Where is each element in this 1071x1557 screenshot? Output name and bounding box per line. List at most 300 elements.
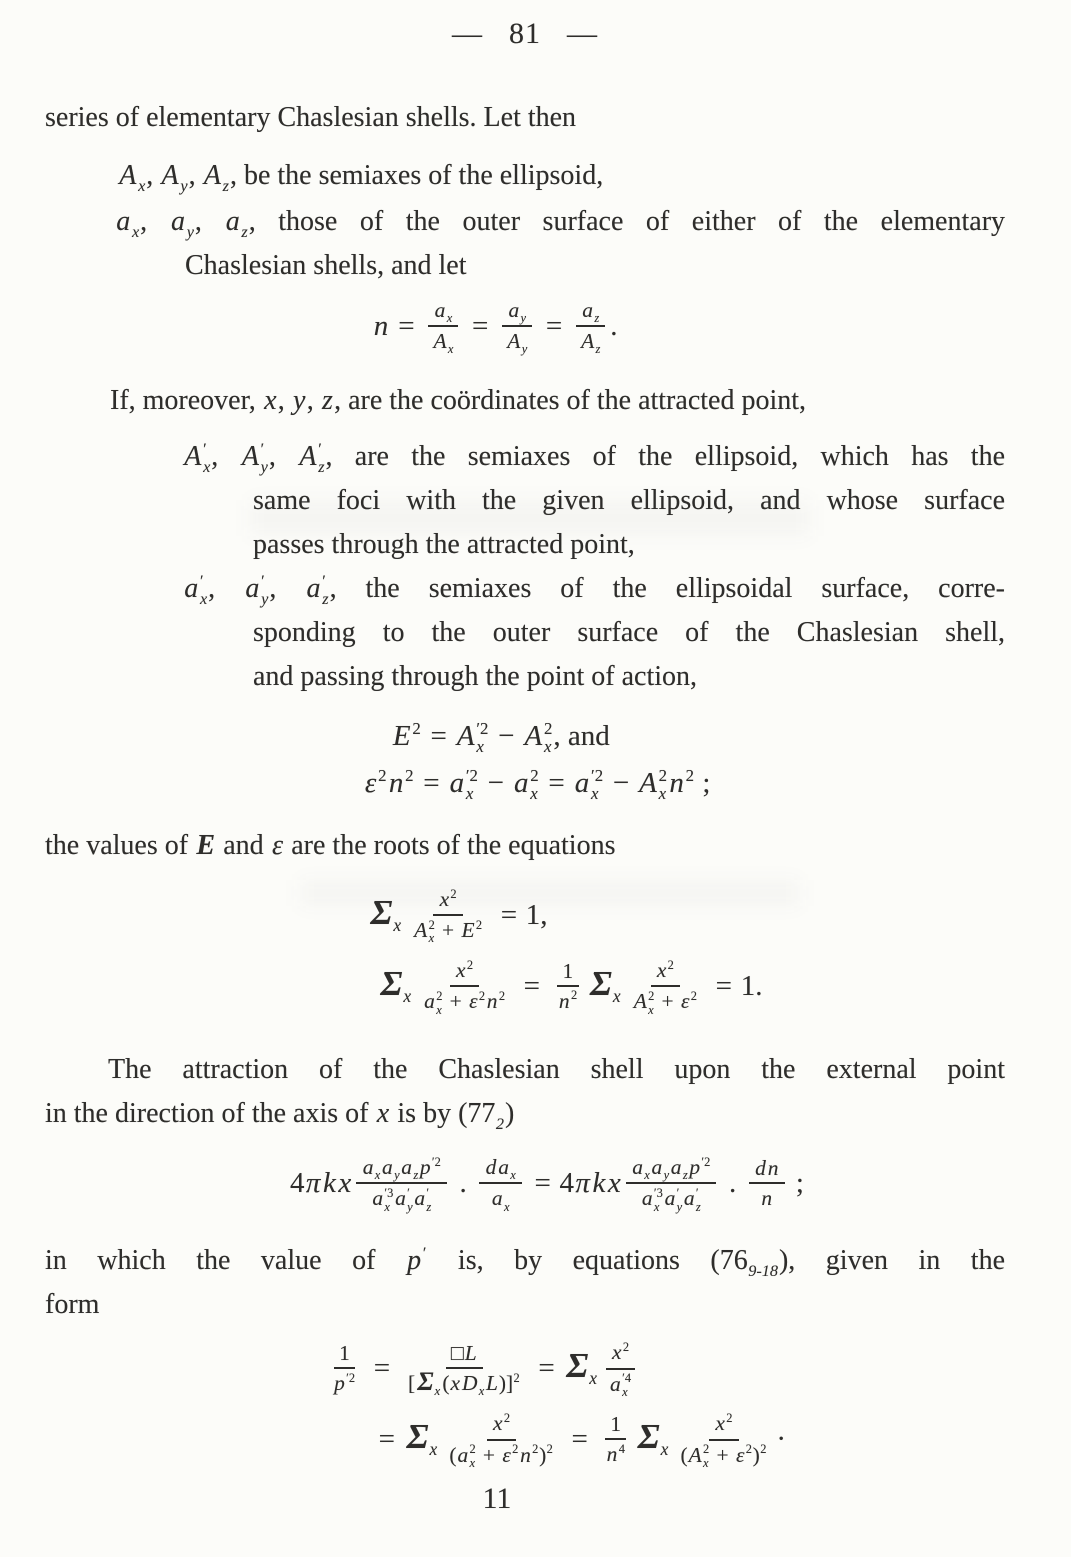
subscript: x: [658, 783, 667, 803]
subscript: x: [203, 457, 211, 476]
superscript: [223, 160, 229, 178]
operator: =: [373, 1352, 391, 1385]
page-number: 81: [509, 17, 541, 50]
numerator: [356, 1153, 447, 1185]
math-token: a: [641, 1186, 653, 1211]
math-token: D: [461, 1370, 478, 1395]
subscript: x: [446, 310, 453, 325]
script-stack: [447, 299, 453, 326]
math-token: 1: [339, 1340, 350, 1365]
sigma-icon: Σ: [370, 892, 393, 933]
math-token: n: [669, 766, 684, 799]
definition-continuation: Chaslesian shells, and let: [185, 250, 467, 281]
superscript: ′2: [476, 719, 489, 739]
subscript: [571, 1003, 577, 1016]
superscript: [504, 1187, 510, 1200]
equation-column: [364, 715, 711, 808]
subscript: y: [520, 310, 527, 325]
subscript: y: [521, 342, 528, 357]
script-stack: [668, 959, 674, 986]
scripted-token: [461, 918, 483, 942]
superscript: [596, 330, 601, 343]
script-stack: [504, 1412, 510, 1439]
paragraph-line: [110, 379, 1005, 423]
superscript: ′: [318, 440, 322, 459]
numerator: [446, 1339, 484, 1369]
scripted-token: [519, 1443, 539, 1467]
scripted-token: [298, 440, 325, 476]
script-stack: [322, 573, 328, 608]
scripted-token: [558, 989, 578, 1013]
operator: =: [715, 970, 733, 1003]
superscript: [132, 206, 139, 224]
math-token: a: [184, 573, 199, 605]
subscript: [760, 1457, 766, 1470]
superscript: 2: [512, 1442, 519, 1457]
script-stack: [622, 1372, 631, 1399]
math-token: 77: [467, 1098, 496, 1130]
math-token: A: [639, 766, 657, 799]
subscript: x: [469, 1455, 476, 1470]
superscript: ′2: [591, 765, 604, 785]
math-token: ,: [140, 206, 170, 237]
math-token: in which the value of: [45, 1245, 406, 1277]
scripted-token: [392, 720, 422, 752]
superscript: [683, 1156, 688, 1169]
numerator: [605, 1410, 626, 1440]
scripted-token: [362, 1154, 381, 1183]
superscript: ′: [203, 440, 207, 459]
scripted-token: [433, 329, 455, 357]
script-stack: [726, 1412, 732, 1439]
superscript: 2: [658, 765, 668, 785]
superscript: 2: [428, 918, 435, 933]
script-stack: [132, 206, 139, 241]
subscript: x: [653, 1199, 660, 1214]
math-token: 1.: [740, 970, 763, 1003]
math-token: 4: [290, 1167, 305, 1200]
math-token: are the roots of the equations: [284, 830, 616, 862]
scripted-token: [611, 1340, 630, 1364]
script-stack: [346, 1372, 355, 1399]
subscript: [512, 1457, 518, 1470]
math-token: A: [414, 918, 428, 943]
math-token: ε: [735, 1442, 745, 1467]
subscript: y: [394, 1168, 400, 1183]
denominator: [328, 1369, 361, 1399]
script-stack: [407, 1187, 413, 1214]
math-token: k: [322, 1167, 336, 1200]
fraction: [553, 957, 584, 1017]
script-stack: [203, 441, 210, 476]
math-token: a: [362, 1154, 374, 1179]
superscript: ′2: [465, 765, 478, 785]
scripted-token: [455, 958, 474, 982]
operator: =: [430, 720, 447, 753]
sum-index: x: [434, 1384, 441, 1399]
math-token: (: [449, 1442, 457, 1467]
sigma-icon: Σ: [590, 963, 612, 1004]
superscript: 2: [412, 719, 421, 739]
script-stack: [432, 1156, 441, 1183]
denominator: [444, 1441, 559, 1471]
equation-E-squared: [392, 715, 711, 762]
script-stack: [686, 767, 694, 803]
script-stack: [187, 206, 194, 241]
scripted-token: [539, 1443, 553, 1467]
math-token: A: [688, 1442, 702, 1467]
numerator: [428, 296, 458, 328]
superscript: 2: [726, 1410, 733, 1425]
scripted-token: [573, 765, 604, 803]
script-stack: [496, 1098, 504, 1133]
subscript: [686, 785, 694, 803]
math-token: , are the coördinates of the attracted point,: [334, 385, 807, 417]
superscript: [448, 330, 454, 343]
math-token: ,: [146, 160, 161, 191]
equation-n-ratios: [45, 298, 1005, 359]
subscript: [476, 932, 482, 945]
scripted-token: [468, 989, 486, 1013]
superscript: 2: [530, 765, 539, 785]
sum-operator: [370, 892, 402, 936]
math-token: a: [245, 573, 260, 605]
scripted-token: [638, 765, 668, 803]
definition-continuation: sponding to the outer surface of the Chaslesian shell,: [253, 617, 1005, 649]
superscript: ′3: [384, 1186, 394, 1201]
superscript: [496, 1098, 504, 1116]
subscript: [432, 1169, 441, 1182]
script-stack: [544, 720, 552, 756]
script-stack: [429, 919, 435, 946]
subscript: y: [261, 589, 269, 608]
script-stack: [691, 990, 697, 1017]
math-token: A: [581, 329, 595, 354]
scripted-token: [448, 765, 479, 803]
scripted-token: [423, 989, 443, 1017]
subscript: [378, 785, 386, 803]
math-token: a: [372, 1186, 384, 1211]
math-token: p: [419, 1154, 431, 1179]
equation-content: [372, 298, 617, 359]
subscript: y: [407, 1199, 413, 1214]
math-token: n: [388, 766, 404, 799]
subscript: x: [510, 1168, 516, 1183]
math-token: k: [592, 1167, 606, 1200]
math-token: A: [299, 441, 317, 473]
sum-index: x: [429, 1439, 438, 1460]
math-token: z: [321, 385, 333, 417]
subscript: x: [648, 1002, 654, 1017]
math-token: ,: [268, 441, 299, 473]
scripted-token: [683, 1186, 702, 1214]
subscript: 2: [495, 1114, 505, 1133]
math-token: a: [449, 766, 465, 799]
operator: =: [500, 899, 518, 932]
scripted-token: [492, 1411, 511, 1435]
script-stack: [426, 1187, 431, 1214]
definition-line-semiaxes-A-prime: [183, 435, 1005, 479]
equation-content: [290, 1150, 804, 1221]
subscript: z: [695, 1199, 701, 1214]
math-token: x: [450, 1370, 461, 1395]
math-token: 1: [562, 958, 574, 983]
superscript: 2: [405, 765, 414, 785]
math-token: x: [264, 385, 277, 417]
scripted-token: [406, 1245, 428, 1276]
math-token: , are the semiaxes of the ellipsoid, which has the: [325, 441, 1005, 473]
script-stack: [261, 573, 268, 608]
script-stack: [644, 1156, 650, 1183]
scripted-token: [668, 767, 695, 799]
subscript: [691, 1004, 697, 1017]
operator: =: [378, 1423, 395, 1456]
script-stack: [522, 330, 528, 357]
script-stack: [530, 767, 538, 803]
math-token: a: [498, 1154, 509, 1179]
page-number-header: [45, 14, 1005, 54]
operator: +: [661, 989, 674, 1014]
fraction: [403, 1339, 526, 1399]
sum-index: x: [393, 915, 402, 936]
superscript: ′: [322, 572, 326, 591]
math-token: in the direction of the axis of: [45, 1098, 376, 1130]
superscript: 2: [532, 1442, 539, 1457]
math-token: a: [225, 206, 240, 237]
superscript: [138, 160, 145, 178]
paragraph-line: series of elementary Chaslesian shells. Let then: [45, 102, 577, 133]
math-token: a: [457, 1442, 469, 1467]
numerator: [606, 1338, 635, 1370]
script-stack: [436, 990, 442, 1017]
math-token: , the semiaxes of the ellipsoidal surface, corre-: [329, 573, 1005, 605]
script-stack: [623, 1341, 629, 1368]
superscript: ′2: [346, 1370, 356, 1385]
scripted-token: [241, 440, 269, 476]
superscript: ′: [676, 1186, 680, 1201]
math-token: n: [486, 989, 498, 1014]
header-dash-right: —: [567, 17, 598, 50]
operator: .: [729, 1167, 737, 1200]
operator: .: [459, 1167, 467, 1200]
math-token: E: [196, 830, 215, 862]
math-token: n: [606, 1441, 618, 1466]
script-stack: [504, 1187, 510, 1214]
numerator: [479, 1153, 522, 1185]
scripted-token: [497, 1154, 516, 1183]
math-token: x: [656, 957, 667, 982]
math-token: a: [116, 206, 131, 237]
scripted-token: [506, 329, 528, 357]
fraction: [604, 1338, 637, 1399]
operator: +: [449, 989, 462, 1014]
fraction: [356, 1153, 447, 1214]
script-stack: [521, 299, 527, 326]
scripted-token: [183, 440, 211, 476]
math-token: A: [184, 441, 202, 473]
denominator: [636, 1184, 707, 1214]
subscript: [701, 1169, 710, 1182]
math-token: □: [450, 1340, 464, 1365]
denominator: [501, 327, 533, 357]
superscript: 2: [513, 1370, 520, 1385]
subscript: z: [594, 310, 600, 325]
operator: =: [398, 310, 415, 343]
math-token: ,: [269, 573, 306, 605]
script-stack: [514, 1372, 520, 1399]
scripted-token: [388, 767, 415, 799]
sum-operator: [406, 1416, 438, 1460]
script-stack: [746, 1443, 752, 1470]
operator: +: [482, 1442, 495, 1467]
math-token: a: [382, 1154, 393, 1179]
sum-index: x: [660, 1439, 669, 1460]
scripted-token: [224, 206, 248, 241]
subscript: z: [682, 1168, 688, 1183]
math-token: a: [306, 573, 321, 605]
script-stack: [476, 919, 482, 946]
scripted-token: [456, 719, 490, 757]
script-stack: [479, 990, 485, 1017]
scripted-token: [609, 1371, 632, 1399]
superscript: 2: [478, 989, 486, 1004]
math-token: ε: [364, 766, 377, 799]
subscript: y: [186, 222, 194, 241]
script-stack: [138, 160, 145, 195]
subscript: [623, 1354, 629, 1367]
scripted-token: [118, 160, 146, 195]
denominator: [553, 987, 584, 1017]
fraction: [418, 956, 511, 1017]
equation-group-p-prime: [45, 1335, 1005, 1477]
math-token: n: [373, 310, 389, 343]
math-token: a: [434, 297, 446, 322]
scripted-token: [680, 989, 698, 1013]
scripted-token: [371, 1186, 394, 1214]
superscript: [447, 299, 453, 312]
scripted-token: [664, 1186, 683, 1214]
script-stack: [261, 441, 268, 476]
math-token: a: [491, 1186, 503, 1211]
script-stack: [450, 888, 456, 915]
subscript: x: [374, 1168, 381, 1183]
superscript: [394, 1156, 400, 1169]
fraction: [600, 1410, 631, 1470]
fraction: [575, 296, 607, 357]
scripted-token: [670, 1154, 689, 1183]
scripted-token: [400, 1154, 419, 1183]
sum-operator: [417, 1366, 441, 1399]
superscript: 2: [378, 765, 387, 785]
script-stack: [448, 330, 454, 357]
equation-sum-epsilon: [378, 953, 763, 1024]
operator: −: [498, 720, 515, 753]
scripted-token: [581, 297, 600, 325]
math-token: d: [485, 1154, 497, 1179]
math-token: a: [683, 1186, 695, 1211]
denominator: [403, 1366, 526, 1399]
superscript: ′4: [622, 1371, 632, 1386]
math-token: x: [607, 1167, 621, 1200]
denominator: [675, 1441, 772, 1471]
denominator: [575, 327, 607, 357]
math-token: x: [338, 1167, 352, 1200]
script-stack: [510, 1156, 516, 1183]
script-stack: [405, 767, 413, 803]
math-token: ): [498, 1370, 507, 1395]
scripted-token: [381, 1154, 400, 1183]
sigma-icon: Σ: [406, 1416, 429, 1457]
superscript: [413, 1156, 418, 1169]
superscript: 2: [450, 886, 457, 901]
subscript: [726, 1425, 732, 1438]
superscript: ′2: [701, 1154, 711, 1169]
math-token: a: [632, 1154, 643, 1179]
script-stack: [547, 1443, 553, 1470]
signature-mark: 11: [482, 1482, 512, 1515]
superscript: 2: [436, 989, 443, 1004]
script-stack: [664, 1156, 670, 1183]
scripted-token: [183, 572, 208, 608]
math-token: and: [216, 830, 271, 862]
header-dash-left: —: [452, 17, 483, 50]
math-token: a: [395, 1186, 406, 1211]
definition-continuation: same foci with the given ellipsoid, and whose surface: [253, 485, 1005, 517]
scripted-token: [467, 1098, 505, 1133]
math-token: n: [761, 1186, 773, 1211]
math-token: ), given in the: [778, 1245, 1005, 1277]
math-token: L: [464, 1340, 477, 1365]
math-token: n: [558, 988, 570, 1013]
scripted-token: [419, 1155, 442, 1179]
script-stack: [591, 767, 603, 803]
equation-column: [324, 1335, 786, 1477]
subscript: z: [595, 342, 601, 357]
subscript: z: [241, 222, 248, 241]
subscript: [479, 1004, 485, 1017]
operator: =: [472, 310, 489, 343]
subscript: [405, 785, 413, 803]
math-token: a: [170, 206, 185, 237]
superscript: 2: [546, 1442, 553, 1457]
math-token: 1,: [525, 899, 548, 932]
subscript: [450, 901, 456, 914]
subscript: x: [530, 783, 538, 803]
numerator: [709, 1409, 738, 1441]
math-token: L: [485, 1370, 498, 1395]
subscript: x: [478, 1383, 485, 1398]
superscript: [664, 1156, 670, 1169]
math-token: π: [305, 1167, 321, 1200]
superscript: ′: [407, 1186, 410, 1201]
sum-operator: [590, 963, 621, 1007]
math-token: ): [752, 1442, 760, 1467]
math-token: a: [414, 1186, 426, 1211]
numerator: [450, 956, 479, 988]
definition-continuation: and passing through the point of action,: [253, 661, 698, 693]
scripted-token: [580, 329, 601, 357]
math-token: a: [610, 1371, 621, 1396]
superscript: 2: [475, 918, 483, 933]
operator: +: [716, 1442, 729, 1467]
subscript: z: [426, 1199, 432, 1214]
math-token: ,: [194, 206, 225, 237]
superscript: [748, 1245, 778, 1263]
sum-index: x: [403, 986, 412, 1007]
scripted-token: [719, 1245, 779, 1280]
superscript: 2: [690, 989, 698, 1004]
math-token: (: [442, 1370, 450, 1395]
